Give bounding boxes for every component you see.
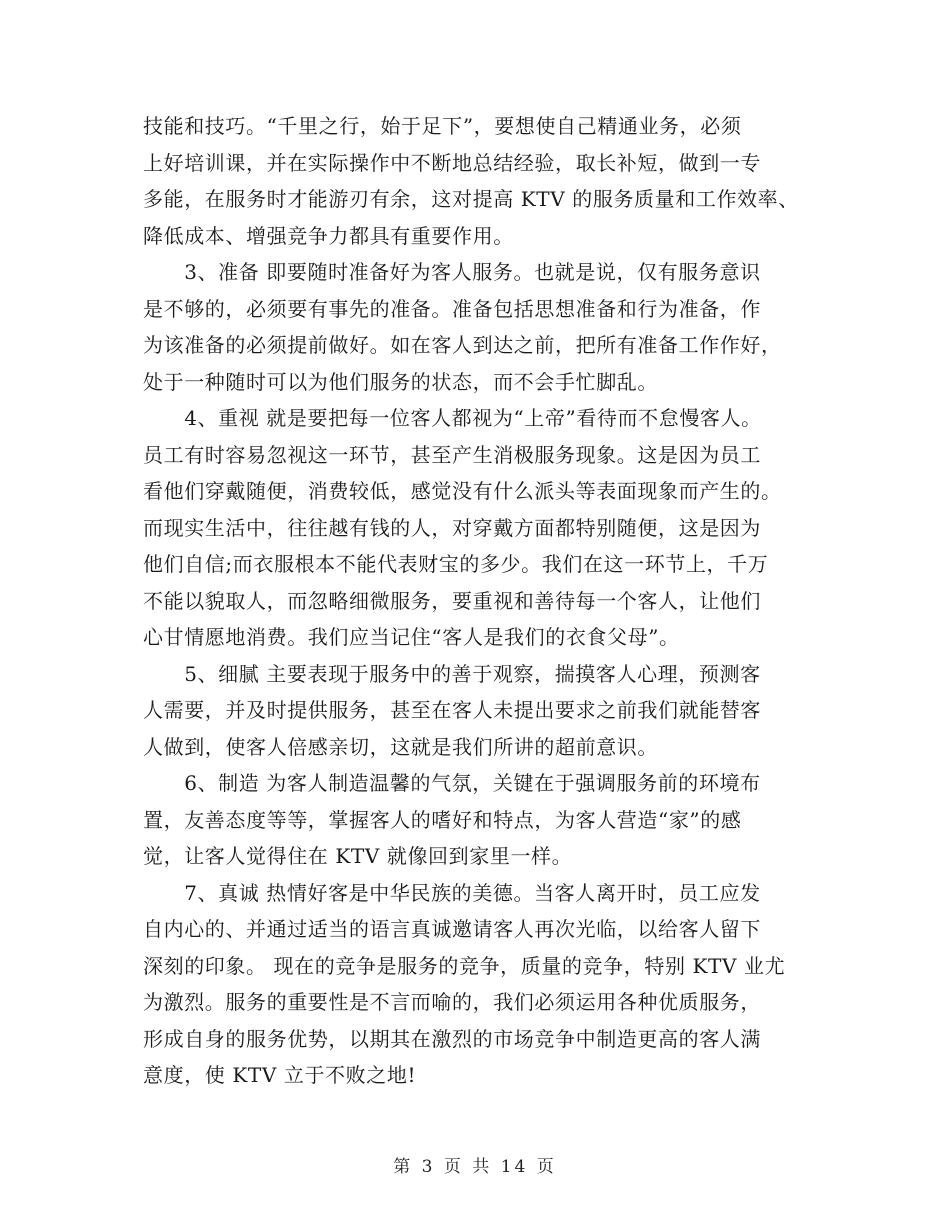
text-line: 而现实生活中，往往越有钱的人，对穿戴方面都特别随便，这是因为 [143,515,761,540]
text-line: 看他们穿戴随便，消费较低，感觉没有什么派头等表面现象而产生的。 [143,479,782,503]
text-line: 人需要，并及时提供服务，甚至在客人未提出要求之前我们就能替客 [143,698,761,722]
text-line: 置，友善态度等等，掌握客人的嗜好和特点，为客人营造“家”的感 [143,807,742,832]
text-line: 降低成本、增强竞争力都具有重要作用。 [143,223,514,248]
text-line: 他们自信;而衣服根本不能代表财宝的多少。我们在这一环节上，千万 [143,552,769,576]
text-line: 不能以貌取人，而忽略细微服务，要重视和善待每一个客人，让他们 [143,588,761,613]
text-line: 自内心的、并通过适当的语言真诚邀请客人再次光临，以给客人留下 [143,917,761,941]
text-line: 5、细腻 主要表现于服务中的善于观察，揣摸客人心理，预测客 [143,661,761,686]
page-number-footer: 第 3 页 共 14 页 [393,1157,557,1177]
text-line: 为激烈。服务的重要性是不言而喻的，我们必须运用各种优质服务， [143,990,761,1014]
text-line: 为该准备的必须提前做好。如在客人到达之前，把所有准备工作作好， [143,333,782,357]
text-line: 技能和技巧。“千里之行，始于足下”，要想使自己精通业务，必须 [143,114,742,138]
text-line: 形成自身的服务优势，以期其在激烈的市场竞争中制造更高的客人满 [143,1026,761,1051]
text-line: 多能，在服务时才能游刃有余，这对提高 KTV 的服务质量和工作效率、 [143,187,799,211]
text-line: 员工有时容易忽视这一环节，甚至产生消极服务现象。这是因为员工 [143,442,761,467]
text-line: 心甘情愿地消费。我们应当记住“客人是我们的衣食父母”。 [143,625,680,649]
text-line: 人做到，使客人倍感亲切，这就是我们所讲的超前意识。 [143,734,658,759]
document-body [143,108,823,1094]
text-line: 觉，让客人觉得住在 KTV 就像回到家里一样。 [143,844,573,868]
text-line: 深刻的印象。 现在的竞争是服务的竞争，质量的竞争，特别 KTV 业尤 [143,953,786,978]
text-line: 是不够的，必须要有事先的准备。准备包括思想准备和行为准备，作 [143,296,761,321]
text-line: 处于一种随时可以为他们服务的状态，而不会手忙脚乱。 [143,369,658,394]
text-line: 4、重视 就是要把每一位客人都视为“上帝”看待而不怠慢客人。 [143,406,762,430]
text-line: 3、准备 即要随时准备好为客人服务。也就是说，仅有服务意识 [143,260,761,284]
text-line: 意度，使 KTV 立于不败之地! [143,1063,417,1087]
text-line: 7、真诚 热情好客是中华民族的美德。当客人离开时，员工应发 [143,880,761,905]
text-line: 6、制造 为客人制造温馨的气氛，关键在于强调服务前的环境布 [143,771,761,795]
text-line: 上好培训课，并在实际操作中不断地总结经验，取长补短，做到一专 [143,150,761,175]
